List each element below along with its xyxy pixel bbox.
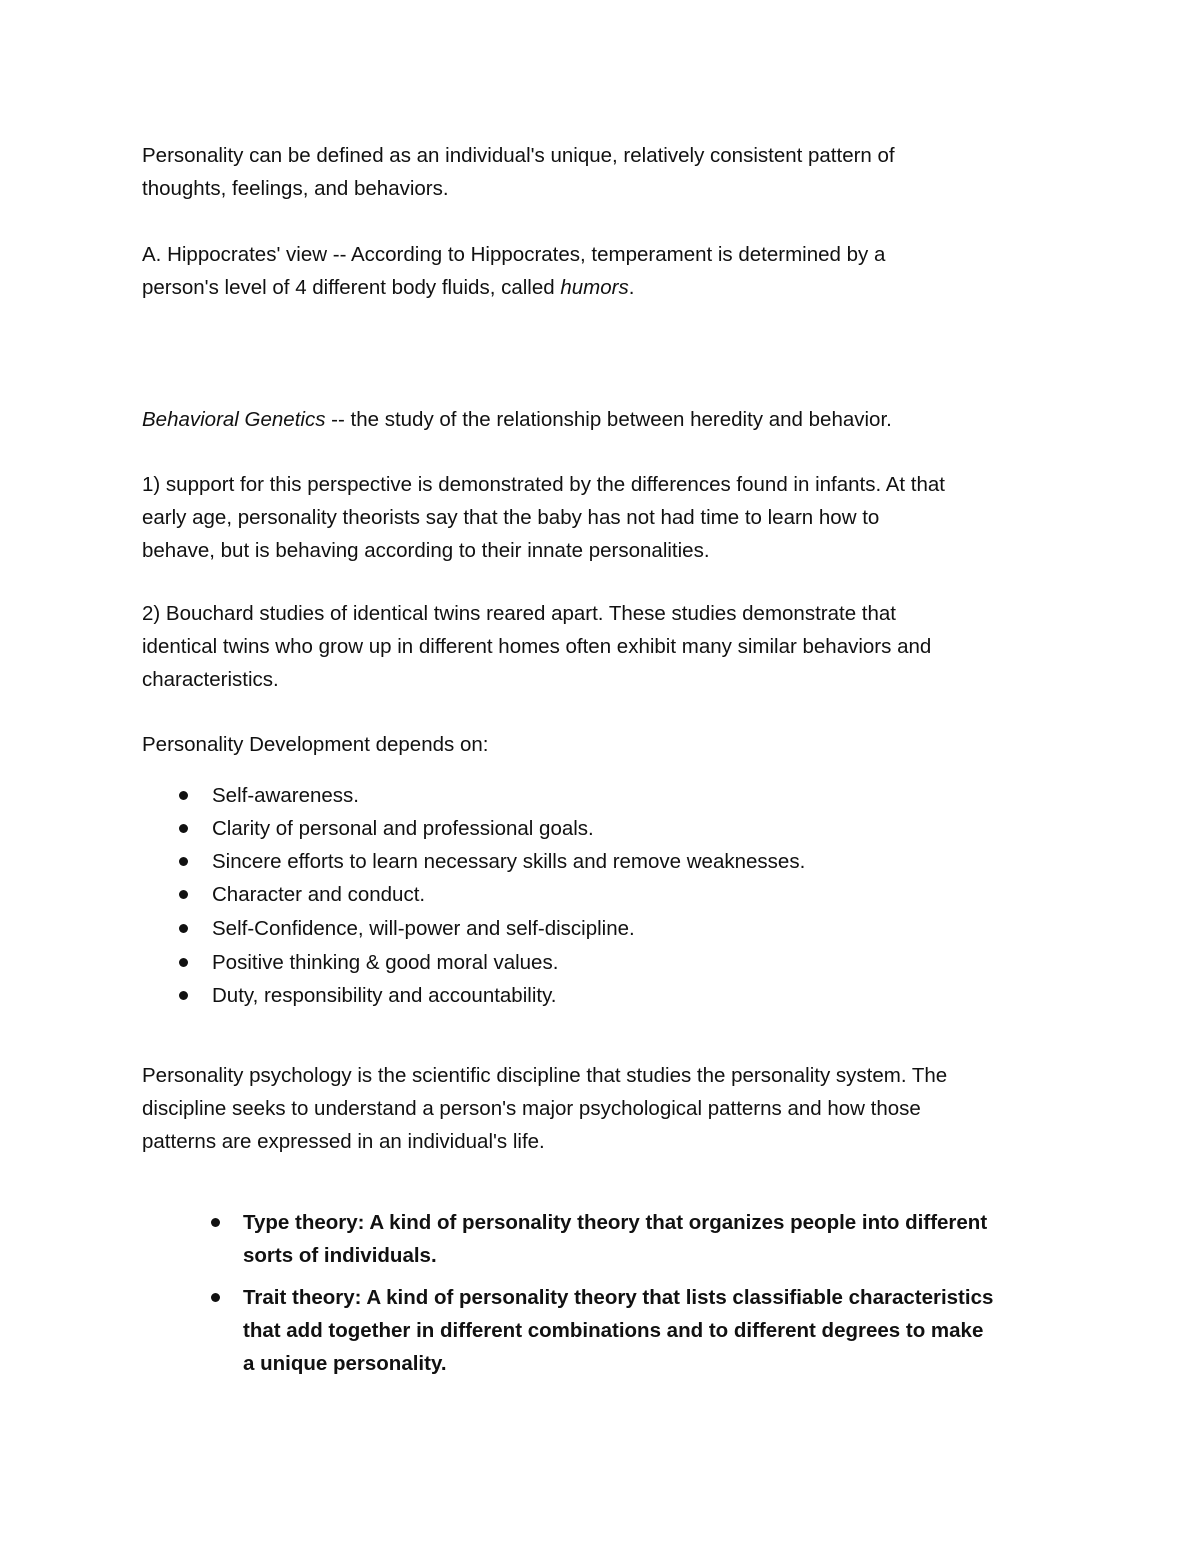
bullet-icon (211, 1293, 220, 1302)
text-line: 2) Bouchard studies of identical twins reared apart. These studies demonstrate that (142, 602, 896, 625)
bullet-icon (179, 824, 188, 833)
bullet-icon (179, 924, 188, 933)
text-line (142, 271, 885, 304)
paragraph-personality-definition (142, 139, 895, 205)
text: -- the study of the relationship between heredity and behavior. (325, 408, 892, 431)
paragraph-bouchard (142, 597, 931, 696)
text-line: Personality can be defined as an individual's unique, relatively consistent pattern of (142, 144, 895, 167)
bullet-icon (179, 991, 188, 1000)
list-item-text: Positive thinking & good moral values. (212, 951, 559, 974)
text-line: A. Hippocrates' view -- According to Hippocrates, temperament is determined by a (142, 243, 886, 266)
paragraph-hippocrates (142, 238, 885, 304)
text-line (142, 403, 892, 436)
bullet-icon (179, 857, 188, 866)
text-line: 1) support for this perspective is demonstrated by the differences found in infants. At that (142, 473, 945, 496)
text-line: early age, personality theorists say that the baby has not had time to learn how to (142, 506, 880, 529)
list-item-text: Character and conduct. (212, 883, 426, 906)
list-item-type-theory (243, 1206, 987, 1272)
list-item (212, 812, 594, 845)
text-line: characteristics. (142, 668, 279, 691)
list-item-text: Clarity of personal and professional goals. (212, 817, 594, 840)
list-item-text: Duty, responsibility and accountability. (212, 984, 557, 1007)
list-item (212, 878, 425, 911)
list-item-text: Self-awareness. (212, 784, 359, 807)
bullet-icon (211, 1218, 220, 1227)
list-item (212, 845, 805, 878)
list-item (212, 979, 557, 1012)
list-item-trait-theory (243, 1281, 993, 1380)
text-line: Personality psychology is the scientific discipline that studies the personality system. The (142, 1064, 948, 1087)
text-line: Trait theory: A kind of personality theory that lists classifiable characteristics (243, 1286, 994, 1309)
paragraph-personality-psychology (142, 1059, 947, 1158)
humors-term: humors (560, 276, 629, 299)
paragraph-development-heading (142, 728, 488, 761)
text-line: Type theory: A kind of personality theory that organizes people into different (243, 1211, 988, 1234)
text-line: Personality Development depends on: (142, 733, 489, 756)
list-item (212, 946, 558, 979)
text-line: discipline seeks to understand a person's major psychological patterns and how those (142, 1097, 921, 1120)
text-line: a unique personality. (243, 1352, 447, 1375)
text-line: sorts of individuals. (243, 1244, 437, 1267)
text-line: identical twins who grow up in different homes often exhibit many similar behaviors and (142, 635, 932, 658)
text-line: that add together in different combinations and to different degrees to make (243, 1319, 984, 1342)
bullet-icon (179, 890, 188, 899)
paragraph-behavioral-genetics (142, 403, 892, 436)
list-item (212, 912, 635, 945)
list-item-text: Sincere efforts to learn necessary skills and remove weaknesses. (212, 850, 806, 873)
text: person's level of 4 different body fluids, called (142, 276, 561, 299)
bullet-icon (179, 791, 188, 800)
text: . (628, 276, 635, 299)
list-item-text: Self-Confidence, will-power and self-discipline. (212, 917, 635, 940)
paragraph-infants (142, 468, 945, 567)
list-item (212, 779, 359, 812)
text-line: behave, but is behaving according to their innate personalities. (142, 539, 710, 562)
text-line: thoughts, feelings, and behaviors. (142, 177, 449, 200)
bullet-icon (179, 958, 188, 967)
text-line: patterns are expressed in an individual's life. (142, 1130, 545, 1153)
behavioral-genetics-term: Behavioral Genetics (142, 408, 326, 431)
